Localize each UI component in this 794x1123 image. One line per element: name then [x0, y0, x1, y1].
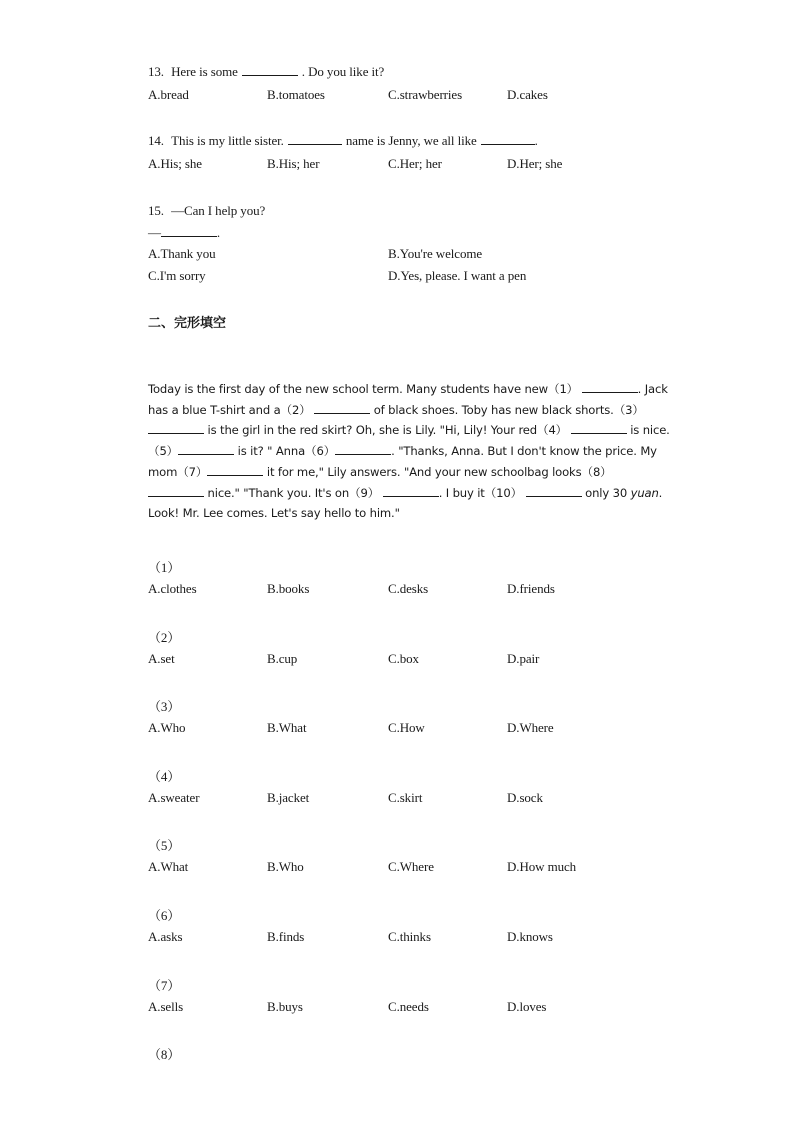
- option-b[interactable]: B.jacket: [267, 790, 310, 805]
- section-heading: 二、完形填空: [148, 316, 227, 331]
- answer-blank[interactable]: [242, 64, 298, 76]
- option-b[interactable]: B.tomatoes: [267, 87, 325, 102]
- question-number: 14.: [148, 133, 164, 148]
- option-c[interactable]: C.Her; her: [388, 156, 442, 171]
- cloze-passage: [148, 379, 678, 524]
- passage-blank-5[interactable]: [178, 444, 234, 455]
- passage-line: [148, 483, 678, 504]
- cloze-item-options: [148, 929, 668, 945]
- question-15-options: [148, 246, 668, 286]
- question-number: 13.: [148, 64, 164, 79]
- option-b[interactable]: B.His; her: [267, 156, 320, 171]
- cloze-item-label: （1）: [148, 560, 181, 575]
- option-c[interactable]: C.desks: [388, 581, 429, 596]
- stem-text: This is my little sister.: [171, 133, 284, 148]
- option-d[interactable]: D.knows: [507, 929, 553, 944]
- passage-text: .: [658, 485, 663, 500]
- passage-blank-3[interactable]: [148, 423, 204, 434]
- option-d[interactable]: D.Her; she: [507, 156, 563, 171]
- stem-text: —Can I help you?: [171, 203, 266, 218]
- passage-line: [148, 503, 678, 524]
- cloze-item-options: [148, 651, 668, 667]
- option-a[interactable]: A.clothes: [148, 581, 197, 596]
- passage-text: is it? " Anna（6）: [237, 444, 336, 459]
- cloze-item-label: （3）: [148, 699, 181, 714]
- question-13-options: [148, 87, 668, 103]
- option-b[interactable]: B.books: [267, 581, 310, 596]
- cloze-item-label: （7）: [148, 978, 181, 993]
- dash: —: [148, 225, 161, 240]
- option-c[interactable]: C.thinks: [388, 929, 431, 944]
- passage-text: . I buy it（10）: [438, 485, 523, 500]
- question-14-options: [148, 156, 668, 172]
- option-a[interactable]: A.set: [148, 651, 175, 666]
- passage-text: nice." "Thank you. It's on（9）: [207, 485, 380, 500]
- passage-line: [148, 441, 678, 462]
- period: .: [216, 225, 221, 240]
- passage-line: [148, 400, 678, 421]
- passage-text: is nice.: [630, 423, 670, 438]
- stem-text: Here is some: [171, 64, 238, 79]
- option-c[interactable]: C.box: [388, 651, 419, 666]
- question-number: 15.: [148, 203, 164, 218]
- option-c[interactable]: C.Where: [388, 859, 434, 874]
- cloze-item-label: （8）: [148, 1047, 181, 1062]
- answer-blank[interactable]: [161, 225, 217, 237]
- passage-line: [148, 462, 678, 483]
- cloze-item-label: （6）: [148, 908, 181, 923]
- option-d[interactable]: D.sock: [507, 790, 543, 805]
- passage-text: （5）: [148, 444, 179, 459]
- cloze-item-options: [148, 859, 668, 875]
- passage-blank-6[interactable]: [335, 444, 391, 455]
- passage-blank-9[interactable]: [383, 486, 439, 497]
- option-b[interactable]: B.cup: [267, 651, 298, 666]
- option-c[interactable]: C.How: [388, 720, 425, 735]
- stem-text: name is Jenny, we all like: [345, 133, 477, 148]
- cloze-item-label: （5）: [148, 838, 181, 853]
- option-a[interactable]: A.Thank you: [148, 246, 216, 261]
- answer-blank[interactable]: [481, 133, 535, 145]
- passage-blank-4[interactable]: [571, 423, 627, 434]
- option-d[interactable]: D.How much: [507, 859, 577, 874]
- option-b[interactable]: B.Who: [267, 859, 304, 874]
- option-d[interactable]: D.Where: [507, 720, 554, 735]
- option-a[interactable]: A.His; she: [148, 156, 202, 171]
- option-a[interactable]: A.bread: [148, 87, 189, 102]
- cloze-item-label: （2）: [148, 630, 181, 645]
- passage-blank-1[interactable]: [582, 382, 638, 393]
- passage-text: mom（7）: [148, 464, 208, 479]
- passage-text: only 30: [585, 485, 628, 500]
- option-d[interactable]: D.pair: [507, 651, 540, 666]
- passage-line: [148, 420, 678, 441]
- cloze-item-options: [148, 581, 668, 597]
- cloze-item-options: [148, 999, 668, 1015]
- passage-text: is the girl in the red skirt? Oh, she is Lily. "Hi, Lily! Your red（4）: [207, 423, 568, 438]
- option-a[interactable]: A.asks: [148, 929, 183, 944]
- option-a[interactable]: A.Who: [148, 720, 186, 735]
- passage-text-italic: yuan: [630, 485, 659, 500]
- option-c[interactable]: C.needs: [388, 999, 429, 1014]
- option-a[interactable]: A.sells: [148, 999, 184, 1014]
- option-d[interactable]: D.Yes, please. I want a pen: [388, 268, 527, 283]
- question-14-stem: [148, 133, 538, 149]
- passage-text: of black shoes. Toby has new black shorts.（3）: [373, 402, 644, 417]
- option-b[interactable]: B.finds: [267, 929, 305, 944]
- passage-blank-7[interactable]: [207, 465, 263, 476]
- passage-text: has a blue T-shirt and a（2）: [148, 402, 311, 417]
- passage-blank-8[interactable]: [148, 486, 204, 497]
- option-d[interactable]: D.friends: [507, 581, 555, 596]
- option-b[interactable]: B.What: [267, 720, 307, 735]
- passage-blank-2[interactable]: [314, 403, 370, 414]
- option-d[interactable]: D.loves: [507, 999, 547, 1014]
- option-b[interactable]: B.buys: [267, 999, 303, 1014]
- question-13-stem: [148, 64, 384, 80]
- stem-text: .: [534, 133, 538, 148]
- passage-blank-10[interactable]: [526, 486, 582, 497]
- option-a[interactable]: A.sweater: [148, 790, 200, 805]
- passage-text: Look! Mr. Lee comes. Let's say hello to him.": [148, 506, 400, 521]
- cloze-item-label: （4）: [148, 769, 181, 784]
- passage-text: Today is the first day of the new school term. Many students have new（1）: [148, 382, 579, 396]
- answer-blank[interactable]: [288, 133, 342, 145]
- passage-text: it for me," Lily answers. "And your new schoolbag looks（8）: [266, 464, 612, 479]
- stem-text: . Do you like it?: [301, 64, 385, 79]
- question-15-response: [148, 225, 220, 241]
- option-c[interactable]: C.strawberries: [388, 87, 463, 102]
- option-a[interactable]: A.What: [148, 859, 189, 874]
- passage-line: [148, 379, 678, 400]
- option-c[interactable]: C.I'm sorry: [148, 268, 206, 283]
- option-c[interactable]: C.skirt: [388, 790, 423, 805]
- option-b[interactable]: B.You're welcome: [388, 246, 483, 261]
- cloze-item-options: [148, 790, 668, 806]
- passage-text: . Jack: [637, 382, 668, 396]
- cloze-item-options: [148, 720, 668, 736]
- passage-text: . "Thanks, Anna. But I don't know the price. My: [391, 444, 657, 459]
- question-15-stem: [148, 203, 265, 219]
- option-d[interactable]: D.cakes: [507, 87, 548, 102]
